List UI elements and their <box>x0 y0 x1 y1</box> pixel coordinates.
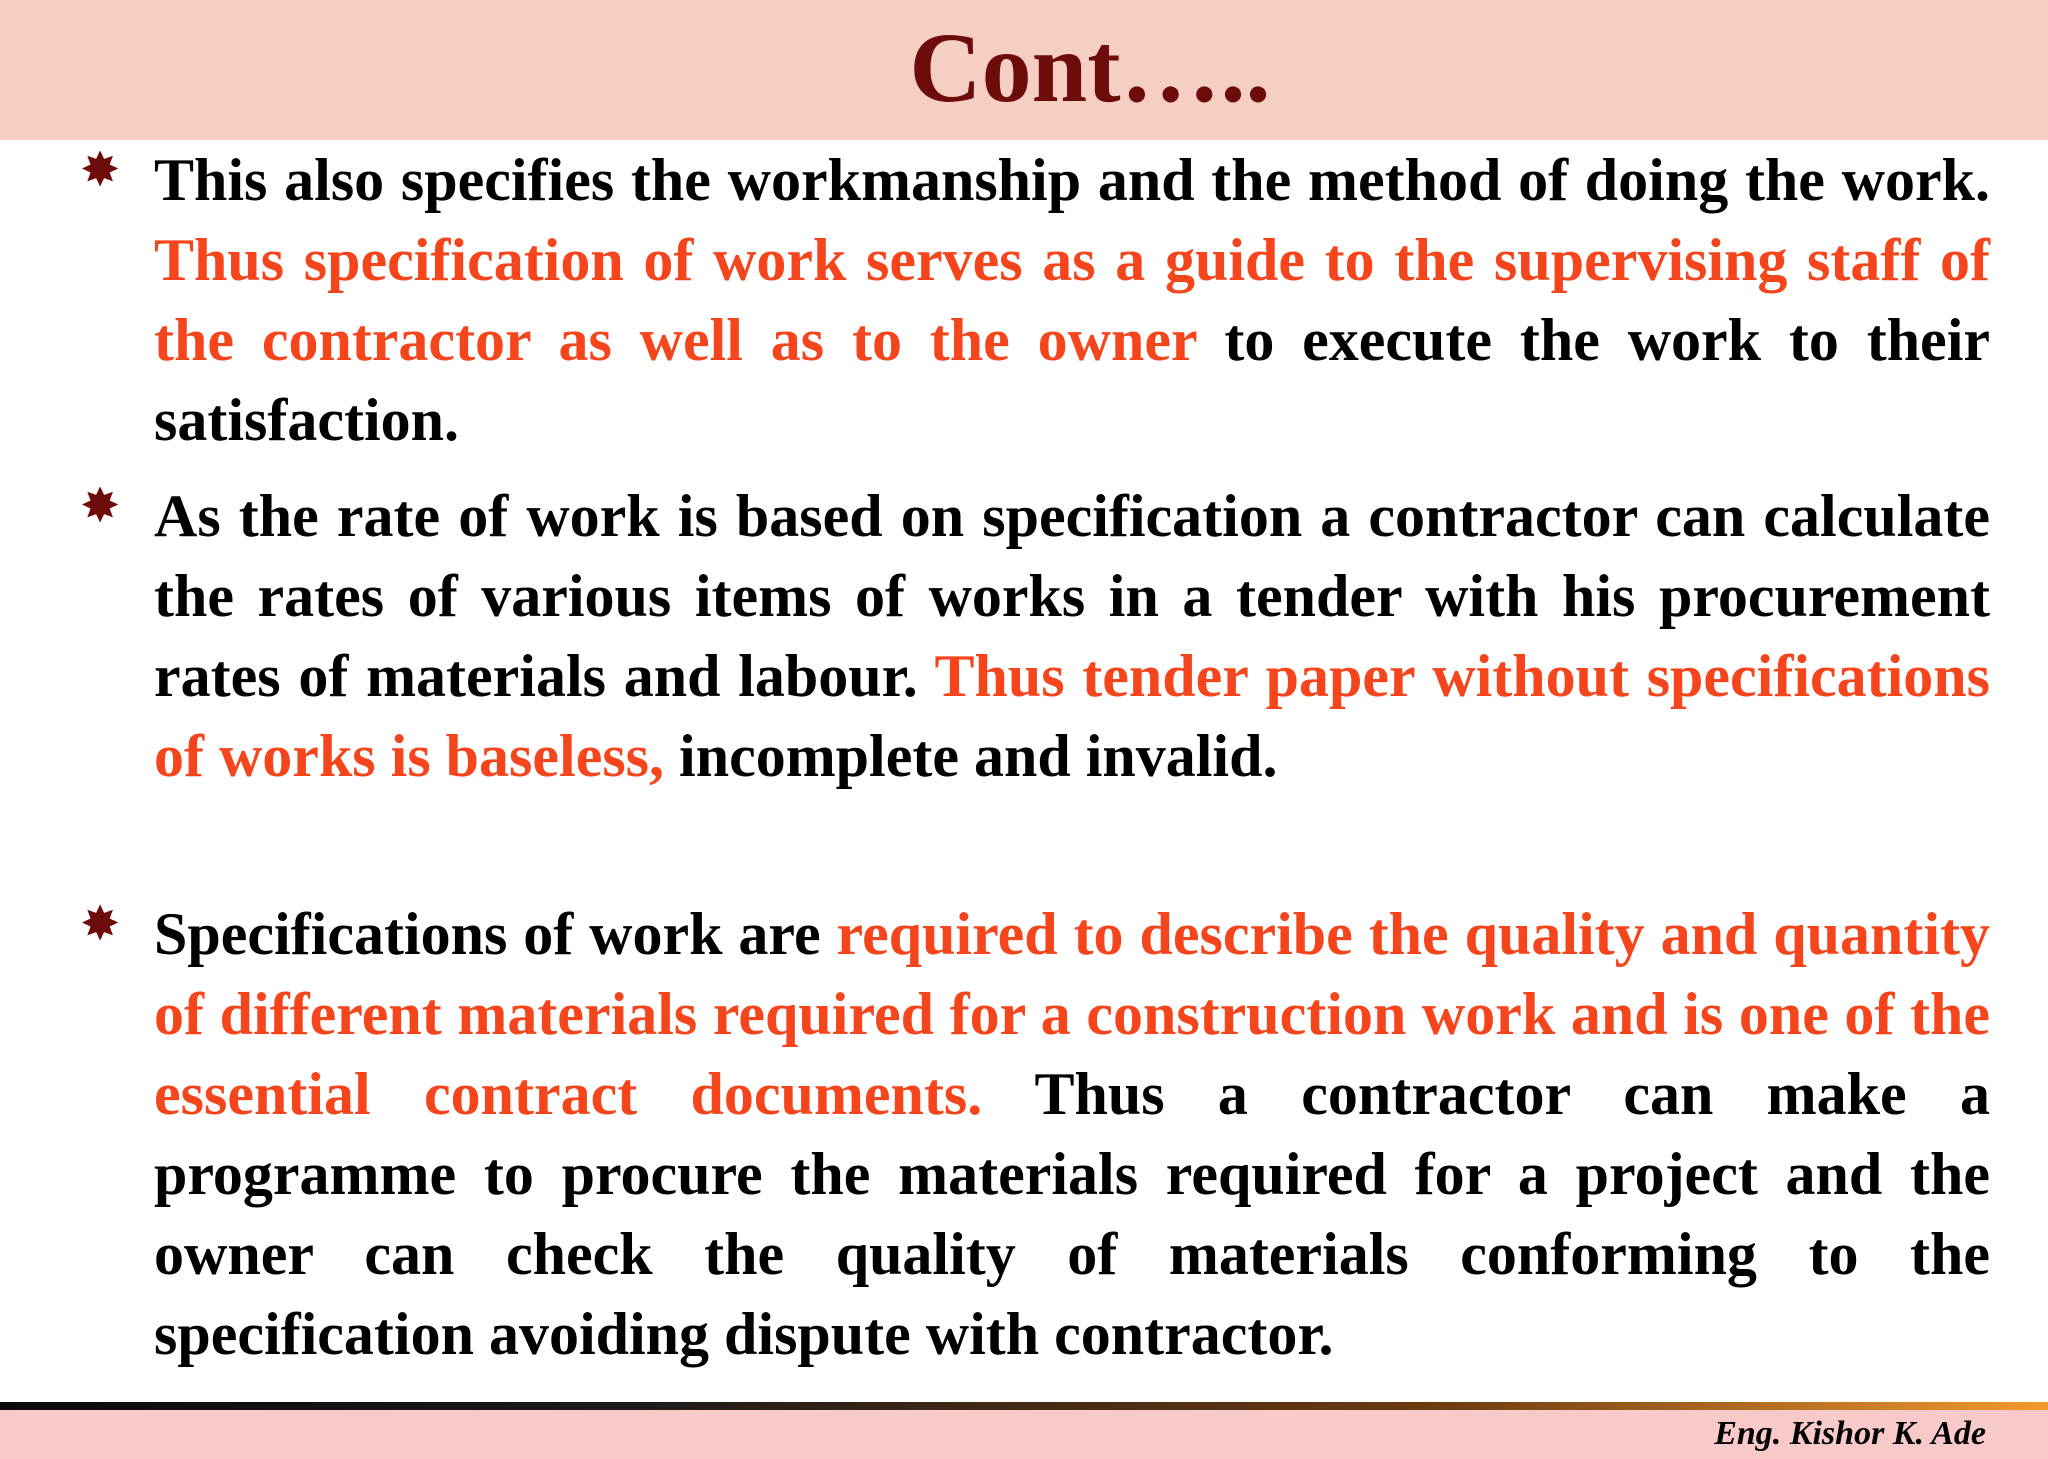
bullet-highlight: Thus tender paper without specifications of works is baseless, <box>154 643 1990 789</box>
author-credit: Eng. Kishor K. Ade <box>1714 1415 1986 1452</box>
bullet-text-segment: This also specifies the workmanship and the method of doing the work. <box>154 147 1990 213</box>
bullet-highlight: required to describe the quality and quantity of different materials required for a construction work and is one of the essential contract documents. <box>154 901 1990 1127</box>
bullet-text-segment: Specifications of work are <box>154 901 837 967</box>
bullet-text <box>154 140 1990 460</box>
bullet-text <box>154 476 1990 796</box>
bullet-text-segment: to execute the work to their satisfaction. <box>154 307 1990 453</box>
bullet-text-segment: incomplete and invalid. <box>664 723 1278 789</box>
bullet-text <box>154 894 1990 1374</box>
bullet-highlight: Thus specification of work serves as a guide to the supervising staff of the contractor as well as to the owner <box>154 227 1990 373</box>
bullet-text-segment: As the rate of work is based on specification a contractor can calculate the rates of various items of works in a tender with his procurement rates of materials and labour. <box>154 483 1990 709</box>
footer-divider <box>0 1402 2048 1410</box>
eight-pointed-star-icon: ✸ <box>80 142 121 198</box>
eight-pointed-star-icon: ✸ <box>80 478 121 534</box>
eight-pointed-star-icon: ✸ <box>80 896 121 952</box>
slide-title: Cont….. <box>909 12 1271 123</box>
bullet-text-segment: Thus a contractor can make a programme to procure the materials required for a project and the owner can check the quality of materials conforming to the specification avoiding dispute with contractor. <box>154 1061 1990 1367</box>
